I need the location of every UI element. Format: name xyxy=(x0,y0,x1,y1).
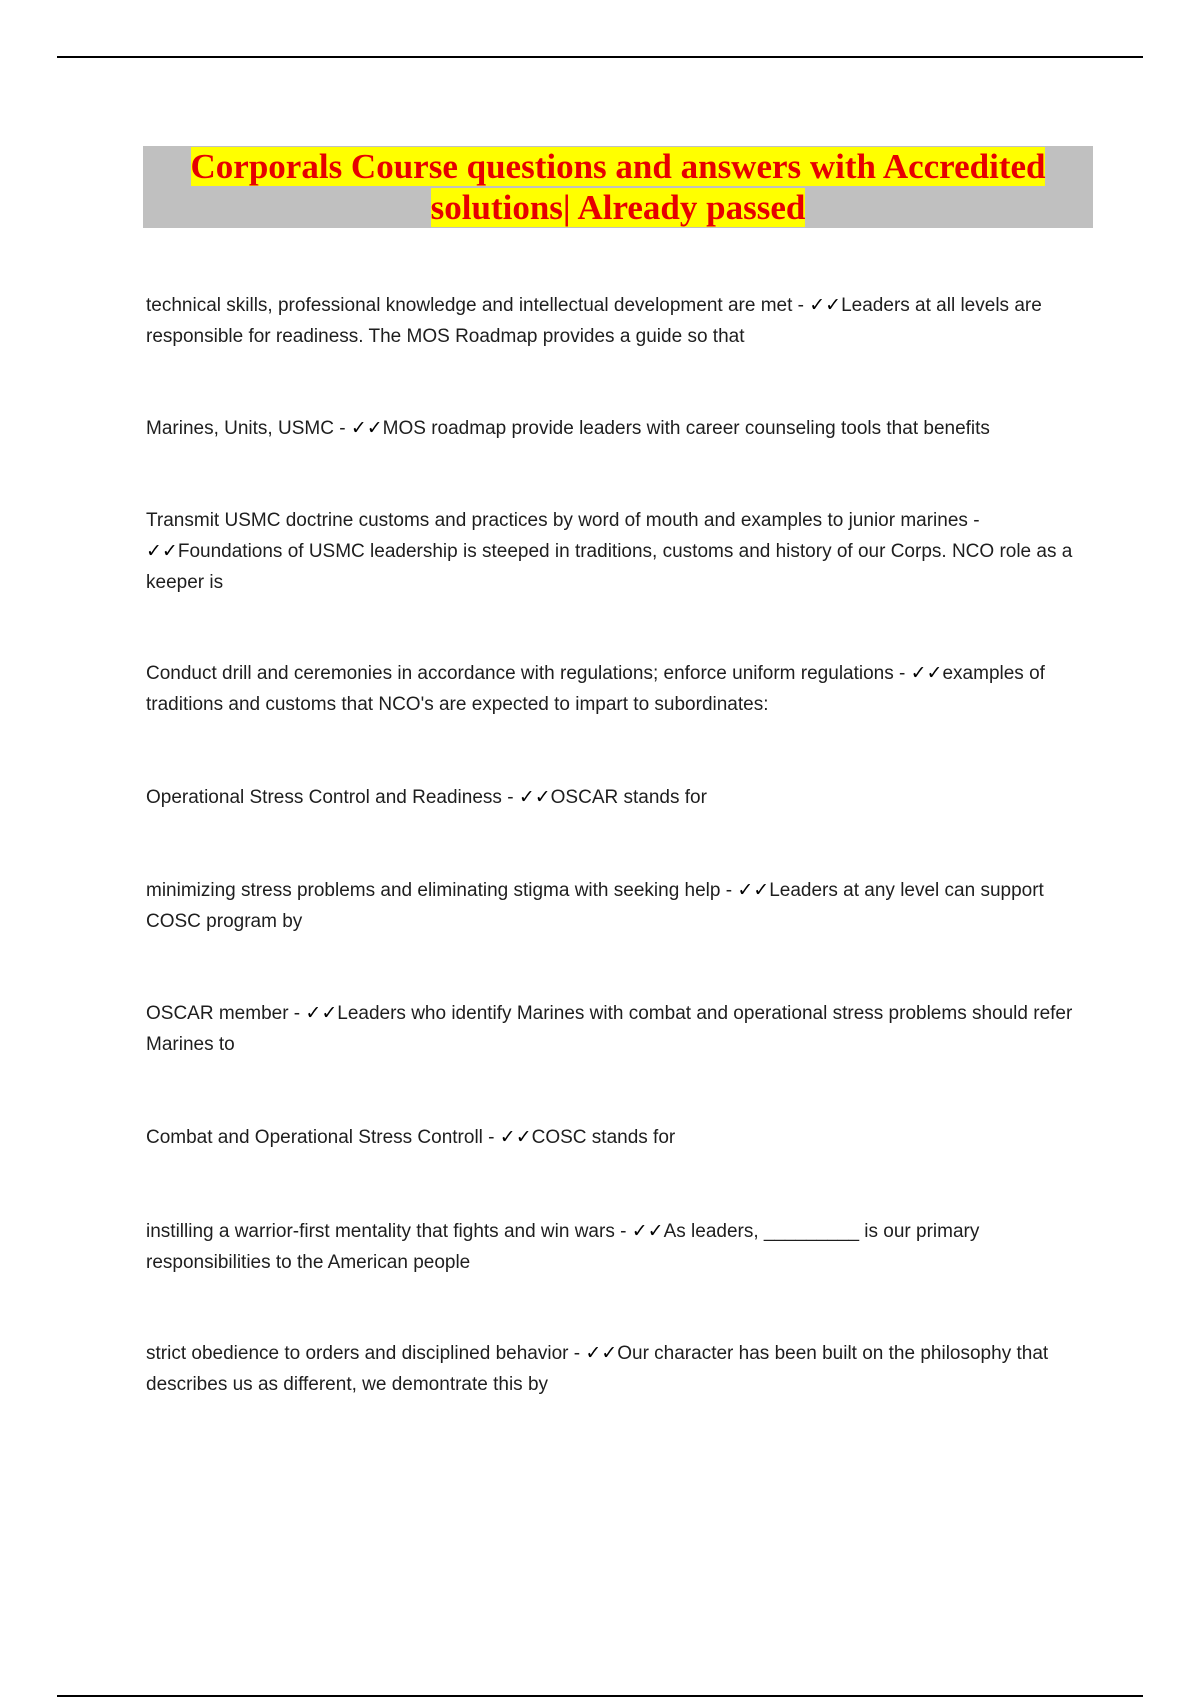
answer-text: Conduct drill and ceremonies in accordance with regulations; enforce uniform regulations xyxy=(146,663,894,684)
question-text: examples of traditions and customs that NCO's are expected to impart to subordinates: xyxy=(146,663,1045,715)
separator: - xyxy=(333,418,351,439)
answer-text: strict obedience to orders and disciplined behavior xyxy=(146,1343,569,1364)
double-check-icon: ✓✓ xyxy=(350,418,383,439)
question-text: Leaders who identify Marines with combat and operational stress problems should refer Marines to xyxy=(146,1003,1073,1055)
qa-entry-8 xyxy=(146,1122,1098,1153)
answer-text: OSCAR member xyxy=(146,1003,289,1024)
answer-text: Operational Stress Control and Readiness xyxy=(146,787,502,808)
double-check-icon: ✓✓ xyxy=(737,880,770,901)
question-text: As leaders, _________ is our primary responsibilities to the American people xyxy=(146,1221,980,1273)
separator: - xyxy=(967,510,980,531)
header-rule xyxy=(57,56,1143,58)
question-text: Our character has been built on the philosophy that describes us as different, we demontrate this by xyxy=(146,1343,1049,1395)
question-text: Leaders at all levels are responsible for readiness. The MOS Roadmap provides a guide so that xyxy=(146,295,1042,347)
title-banner xyxy=(143,146,1093,228)
qa-entry-2 xyxy=(146,413,1098,444)
double-check-icon: ✓✓ xyxy=(631,1221,664,1242)
answer-text: Transmit USMC doctrine customs and practices by word of mouth and examples to junior marines xyxy=(146,510,968,531)
separator: - xyxy=(288,1003,306,1024)
answer-text: Combat and Operational Stress Controll xyxy=(146,1127,483,1148)
answer-text: minimizing stress problems and eliminating stigma with seeking help xyxy=(146,880,721,901)
separator: - xyxy=(568,1343,586,1364)
qa-entry-6 xyxy=(146,875,1098,937)
qa-entry-3 xyxy=(146,505,1098,598)
double-check-icon: ✓✓ xyxy=(146,541,178,562)
separator: - xyxy=(614,1221,632,1242)
separator: - xyxy=(792,295,810,316)
double-check-icon: ✓✓ xyxy=(809,295,842,316)
double-check-icon: ✓✓ xyxy=(910,663,943,684)
separator: - xyxy=(720,880,738,901)
document-title: Corporals Course questions and answers with Accredited solutions| Already passed xyxy=(190,147,1046,227)
separator: - xyxy=(482,1127,500,1148)
answer-text: instilling a warrior-first mentality that fights and win wars xyxy=(146,1221,615,1242)
qa-entry-5 xyxy=(146,782,1098,813)
qa-entry-7 xyxy=(146,998,1098,1060)
question-text: OSCAR stands for xyxy=(550,787,707,808)
qa-entry-10 xyxy=(146,1338,1098,1400)
qa-entry-9 xyxy=(146,1216,1098,1278)
question-text: MOS roadmap provide leaders with career counseling tools that benefits xyxy=(382,418,990,439)
answer-text: technical skills, professional knowledge and intellectual development are met xyxy=(146,295,793,316)
separator: - xyxy=(893,663,911,684)
separator: - xyxy=(501,787,519,808)
qa-entry-1 xyxy=(146,290,1098,352)
double-check-icon: ✓✓ xyxy=(585,1343,618,1364)
qa-entry-4 xyxy=(146,658,1098,720)
question-text: Leaders at any level can support COSC program by xyxy=(146,880,1044,932)
double-check-icon: ✓✓ xyxy=(305,1003,338,1024)
double-check-icon: ✓✓ xyxy=(518,787,551,808)
question-text: COSC stands for xyxy=(531,1127,676,1148)
question-text: Foundations of USMC leadership is steeped in traditions, customs and history of our Corps. NCO role as a keeper is xyxy=(146,541,1073,593)
double-check-icon: ✓✓ xyxy=(499,1127,532,1148)
footer-rule xyxy=(57,1695,1143,1697)
answer-text: Marines, Units, USMC xyxy=(146,418,334,439)
